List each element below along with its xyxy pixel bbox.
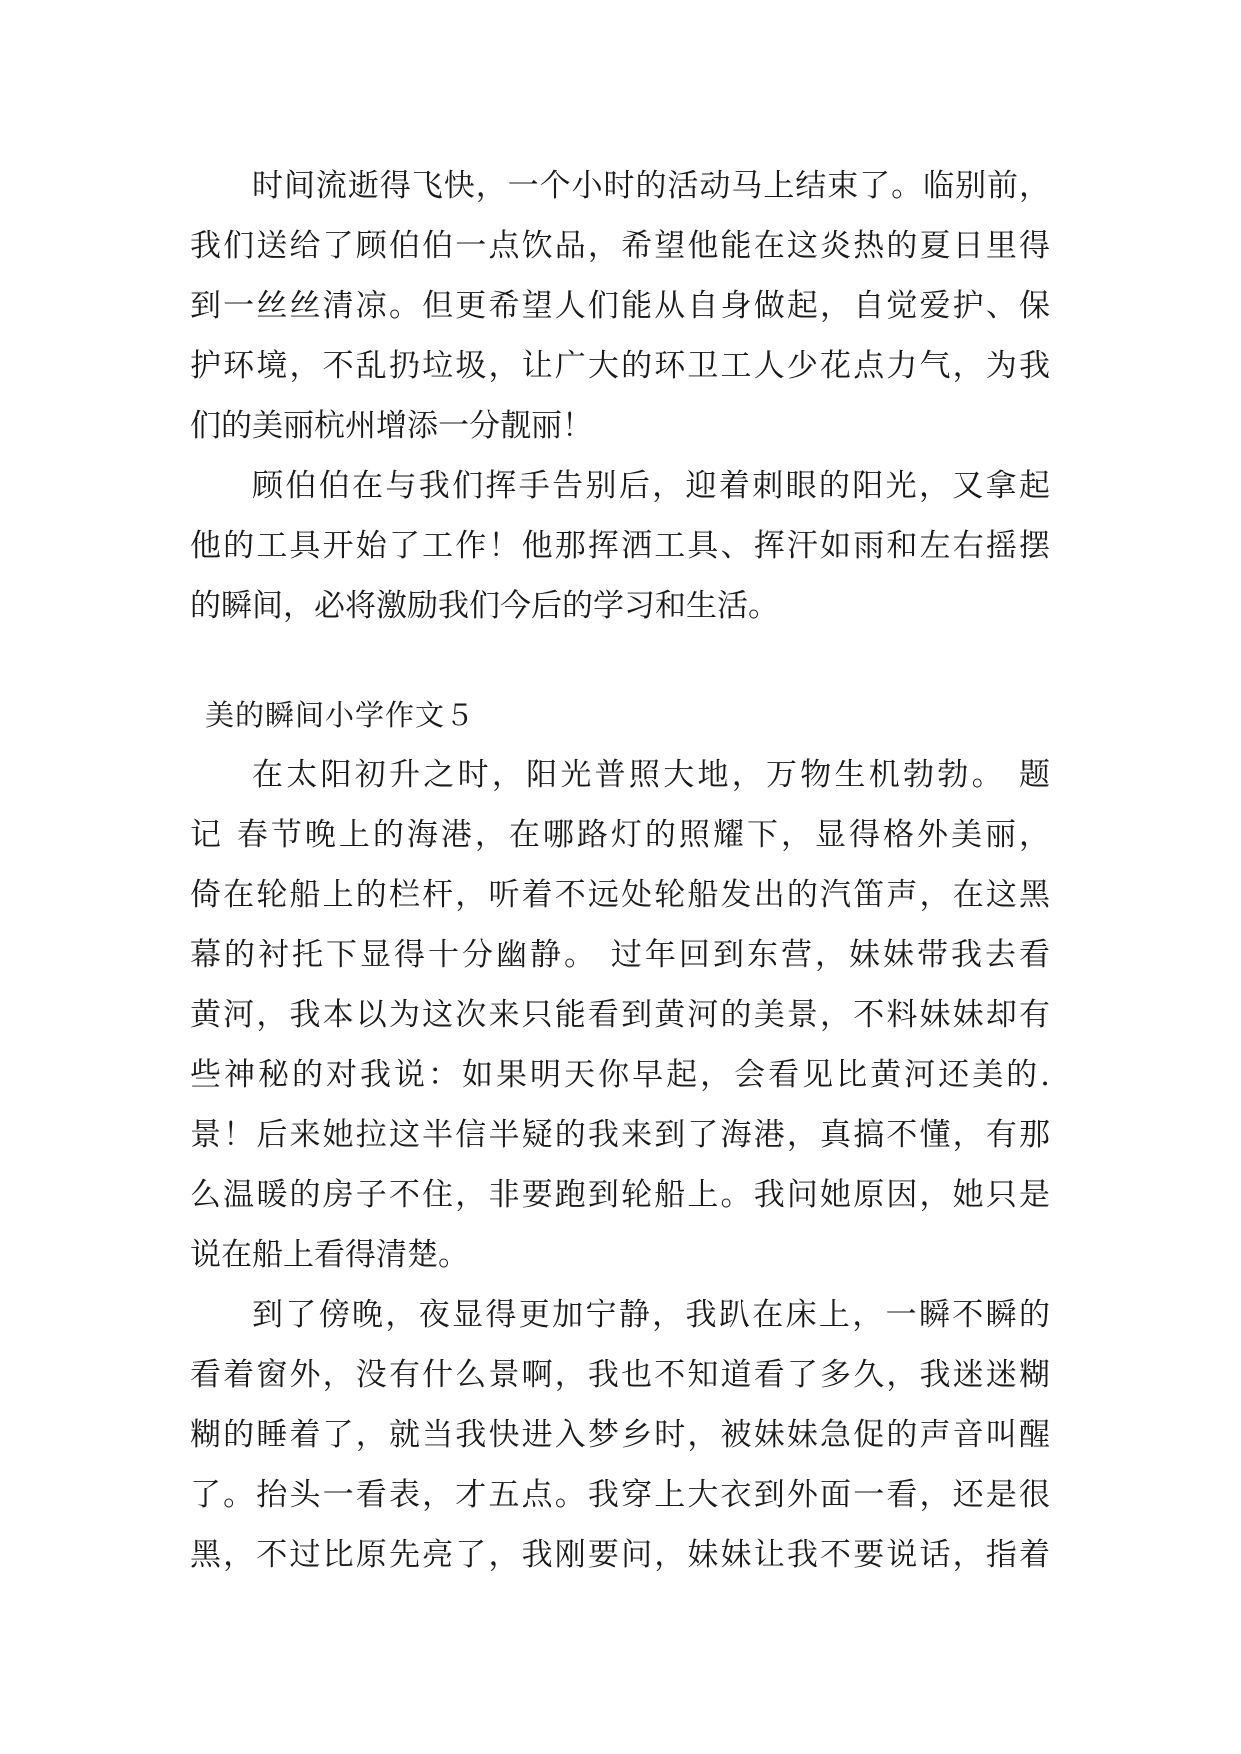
paragraph-line: 到一丝丝清凉。但更希望人们能从自身做起，自觉爱护、保 <box>190 288 1050 324</box>
paragraph-line: 护环境，不乱扔垃圾，让广大的环卫工人少花点力气，为我 <box>190 348 1050 384</box>
paragraph-line: 了。抬头一看表，才五点。我穿上大衣到外面一看，还是很 <box>190 1477 1050 1513</box>
paragraph-line: 们的美丽杭州增添一分靓丽！ <box>190 408 593 444</box>
paragraph-line: 黑，不过比原先亮了，我刚要问，妹妹让我不要说话，指着 <box>190 1537 1050 1573</box>
paragraph-line: 黄河，我本以为这次来只能看到黄河的美景，不料妹妹却有 <box>190 997 1050 1033</box>
paragraph-line: 些神秘的对我说：如果明天你早起，会看见比黄河还美的. <box>190 1057 1050 1093</box>
paragraph-line: 我们送给了顾伯伯一点饮品，希望他能在这炎热的夏日里得 <box>190 228 1050 264</box>
paragraph-line: 他的工具开始了工作！他那挥洒工具、挥汗如雨和左右摇摆 <box>190 528 1050 564</box>
paragraph-line: 的瞬间，必将激励我们今后的学习和生活。 <box>190 588 779 624</box>
paragraph-line: 景！后来她拉这半信半疑的我来到了海港，真搞不懂，有那 <box>190 1117 1050 1153</box>
paragraph-line: 到了傍晚，夜显得更加宁静，我趴在床上，一瞬不瞬的 <box>252 1297 1050 1333</box>
section-heading: 美的瞬间小学作文５ <box>205 698 476 732</box>
paragraph-line: 顾伯伯在与我们挥手告别后，迎着刺眼的阳光，又拿起 <box>252 468 1050 504</box>
paragraph-line: 在太阳初升之时，阳光普照大地，万物生机勃勃。 题 <box>252 757 1050 793</box>
paragraph-line: 倚在轮船上的栏杆，听着不远处轮船发出的汽笛声，在这黑 <box>190 877 1050 913</box>
paragraph-line: 看着窗外，没有什么景啊，我也不知道看了多久，我迷迷糊 <box>190 1357 1050 1393</box>
paragraph-line: 说在船上看得清楚。 <box>190 1237 469 1273</box>
paragraph-line: 糊的睡着了，就当我快进入梦乡时，被妹妹急促的声音叫醒 <box>190 1417 1050 1453</box>
paragraph-line: 么温暖的房子不住，非要跑到轮船上。我问她原因，她只是 <box>190 1177 1050 1213</box>
paragraph-line: 记 春节晚上的海港，在哪路灯的照耀下，显得格外美丽， <box>190 817 1050 853</box>
paragraph-line: 时间流逝得飞快，一个小时的活动马上结束了。临别前， <box>252 168 1050 204</box>
paragraph-line: 幕的衬托下显得十分幽静。 过年回到东营，妹妹带我去看 <box>190 937 1050 973</box>
